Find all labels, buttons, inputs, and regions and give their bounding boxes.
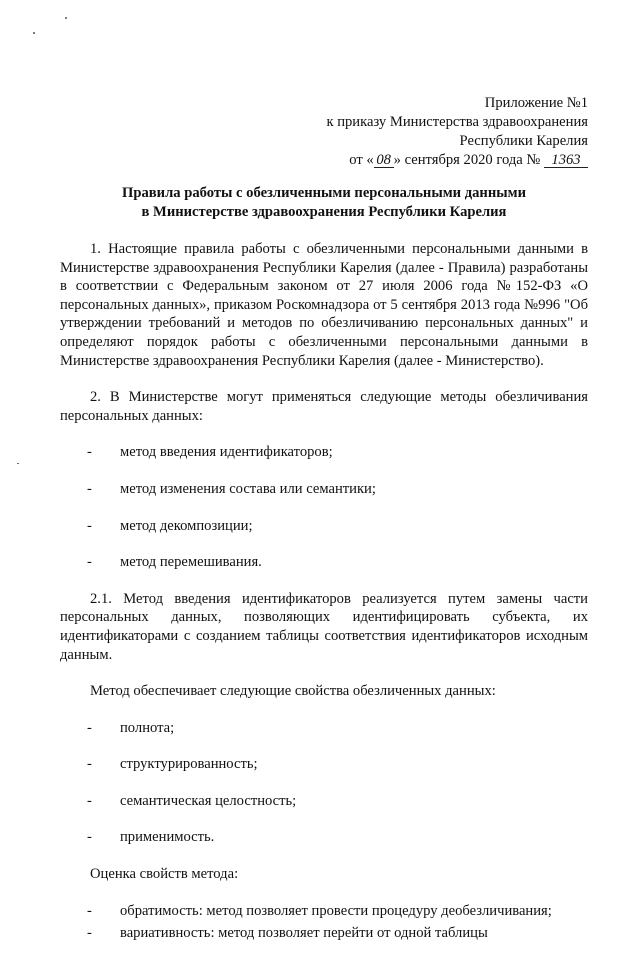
dash-marker: - <box>87 925 92 942</box>
dash-marker: - <box>87 756 92 773</box>
list-item: - метод перемешивания. <box>87 554 262 571</box>
list-item: - обратимость: метод позволяет провести процедуру деобезличивания; <box>87 902 552 919</box>
document-body <box>60 240 588 961</box>
properties-list <box>60 719 588 847</box>
dash-marker: - <box>87 554 92 571</box>
dash-marker: - <box>87 829 92 846</box>
scan-speck <box>33 32 35 34</box>
evaluation-list <box>60 902 588 943</box>
title-line-2: в Министерстве здравоохранения Республики Карелия <box>141 204 507 220</box>
list-item: - применимость. <box>87 829 215 846</box>
handwritten-order-number: 1363 <box>544 153 588 168</box>
list-item: - метод изменения состава или семантики; <box>87 480 376 497</box>
title-line-1: Правила работы с обезличенными персональными данными <box>122 185 526 201</box>
paragraph-1: 1. Настоящие правила работы с обезличенными персональными данными в Министерстве здравоохранения Республики Карелия (далее - Правила) разработаны в соответствии с Федеральным законом от 27 июля 2006 года №152-ФЗ «О персональных данных», приказом Роскомнадзора от 5 сентября 2013 года №996 "Об утверждении требований и методов по обезличиванию персональных данных" и определяют порядок работы с обезличенными персональными данными в Министерстве здравоохранения Республики Карелия (далее - Министерство). <box>60 241 588 369</box>
appendix-order-ref: к приказу Министерства здравоохранения <box>326 114 588 130</box>
dash-marker: - <box>87 517 92 534</box>
list-item: - полнота; <box>87 719 175 736</box>
dash-marker: - <box>87 480 92 497</box>
dash-marker: - <box>87 792 92 809</box>
list-item: - семантическая целостность; <box>87 792 297 809</box>
paragraph-evaluation: Оценка свойств метода: <box>90 866 239 883</box>
handwritten-day: 08 <box>374 153 394 168</box>
dash-marker: - <box>87 902 92 919</box>
appendix-label: Приложение №1 <box>484 95 588 111</box>
paragraph-2-1: 2.1. Метод введения идентификаторов реализуется путем замены части персональных данных, позволяющих идентифицировать субъекта, их идентификаторами с созданием таблицы соответствия идентификаторов исходным данным. <box>60 590 588 663</box>
appendix-region: Республики Карелия <box>459 133 588 149</box>
paragraph-properties: Метод обеспечивает следующие свойства обезличенных данных: <box>90 683 496 700</box>
appendix-header <box>326 94 588 170</box>
scan-speck <box>65 17 67 19</box>
list-item: - метод введения идентификаторов; <box>87 444 333 461</box>
document-title <box>60 184 588 222</box>
list-item: - метод декомпозиции; <box>87 517 253 534</box>
appendix-date-line: от « 08 » сентября 2020 года № 1363 <box>326 151 588 170</box>
paragraph-2: 2. В Министерстве могут применяться следующие методы обезличивания персональных данных: <box>60 389 588 424</box>
scan-speck <box>17 463 19 464</box>
dash-marker: - <box>87 719 92 736</box>
dash-marker: - <box>87 444 92 461</box>
methods-list <box>60 443 588 571</box>
list-item: - структурированность; <box>87 756 258 773</box>
list-item: - вариативность: метод позволяет перейти от одной таблицы <box>87 925 488 942</box>
